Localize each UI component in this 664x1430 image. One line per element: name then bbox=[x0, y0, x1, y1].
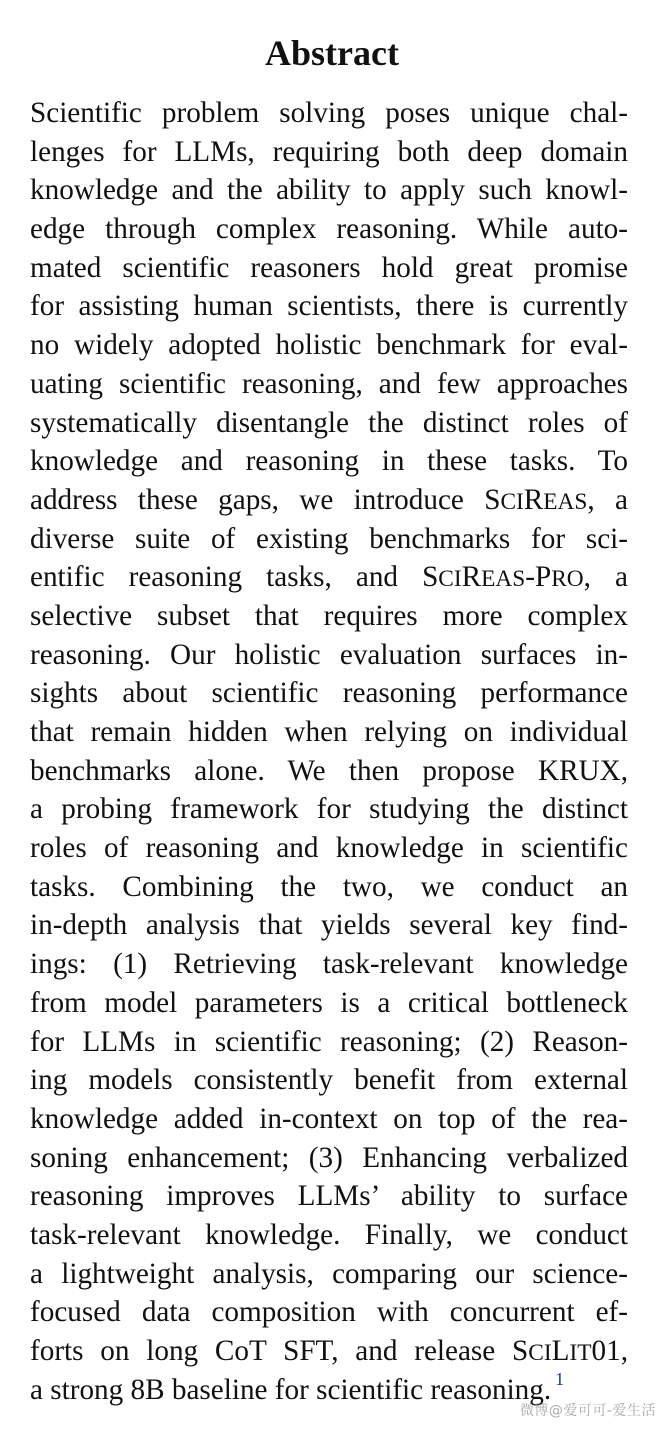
abstract-line: diverse suite of existing benchmarks for sci- bbox=[30, 522, 628, 555]
small-caps-text: EAS bbox=[543, 488, 588, 515]
abstract-line: knowledge and reasoning in these tasks. To bbox=[30, 445, 628, 478]
abstract-line: a strong 8B baseline for scientific reasoning. $^1$ bbox=[30, 1368, 565, 1406]
abstract-line: a lightweight analysis, comparing our science- bbox=[30, 1257, 628, 1290]
abstract-line: selective subset that requires more complex bbox=[30, 599, 628, 632]
abstract-heading: Abstract bbox=[265, 33, 399, 73]
abstract-line: knowledge added in-context on top of the rea- bbox=[30, 1102, 628, 1135]
abstract-line: for assisting human scientists, there is currently bbox=[30, 290, 628, 323]
weibo-watermark: 微博@爱可可-爱生活 bbox=[519, 1403, 656, 1419]
abstract-line: for LLMs in scientific reasoning; (2) Reason- bbox=[30, 1025, 628, 1058]
abstract-line: ings: (1) Retrieving task-relevant knowledge bbox=[30, 948, 628, 981]
small-caps-text: CI bbox=[528, 1340, 552, 1366]
small-caps-text: IT bbox=[569, 1340, 592, 1366]
abstract-line: systematically disentangle the distinct roles of bbox=[30, 406, 628, 439]
abstract-line: lenges for LLMs, requiring both deep domain bbox=[30, 135, 628, 168]
abstract-line: entific reasoning tasks, and SCIREAS-PRO, a bbox=[30, 561, 628, 594]
abstract-line: address these gaps, we introduce SCIREAS, a bbox=[30, 483, 628, 516]
abstract-line: in-depth analysis that yields several key find- bbox=[30, 909, 628, 942]
abstract-line: no widely adopted holistic benchmark for eval- bbox=[30, 329, 628, 362]
abstract-line: a probing framework for studying the distinct bbox=[30, 793, 628, 826]
abstract-line: soning enhancement; (3) Enhancing verbalized bbox=[30, 1141, 628, 1174]
abstract-line: tasks. Combining the two, we conduct an bbox=[30, 870, 628, 903]
abstract-line: focused data composition with concurrent ef- bbox=[30, 1296, 628, 1329]
small-caps-text: EAS bbox=[481, 566, 526, 593]
abstract-line: reasoning. Our holistic evaluation surfaces in- bbox=[30, 638, 628, 671]
abstract-line: mated scientific reasoners hold great promise bbox=[30, 251, 628, 284]
abstract-line: uating scientific reasoning, and few approaches bbox=[30, 367, 628, 400]
abstract-line: benchmarks alone. We then propose KRUX, bbox=[30, 754, 628, 787]
abstract-line: reasoning improves LLMs’ ability to surface bbox=[30, 1180, 628, 1213]
abstract-line: roles of reasoning and knowledge in scientific bbox=[30, 832, 628, 865]
abstract-line: that remain hidden when relying on individual bbox=[30, 716, 628, 748]
abstract-line: from model parameters is a critical bottleneck bbox=[30, 986, 628, 1019]
footnote-link[interactable]: 1 bbox=[555, 1368, 565, 1389]
small-caps-text: CI bbox=[438, 566, 462, 593]
abstract-line: ing models consistently benefit from external bbox=[30, 1064, 628, 1097]
abstract-line: knowledge and the ability to apply such knowl- bbox=[30, 174, 628, 207]
small-caps-text: CI bbox=[500, 488, 524, 515]
abstract-line: edge through complex reasoning. While auto- bbox=[30, 213, 628, 246]
abstract-line: forts on long CoT SFT, and release SCILIT01, bbox=[30, 1335, 628, 1367]
abstract-body bbox=[30, 94, 628, 1409]
abstract-line: Scientific problem solving poses unique chal- bbox=[30, 97, 628, 129]
small-caps-text: RO bbox=[551, 566, 584, 593]
abstract-line: sights about scientific reasoning performance bbox=[30, 677, 628, 710]
abstract-line: task-relevant knowledge. Finally, we conduct bbox=[30, 1218, 628, 1251]
